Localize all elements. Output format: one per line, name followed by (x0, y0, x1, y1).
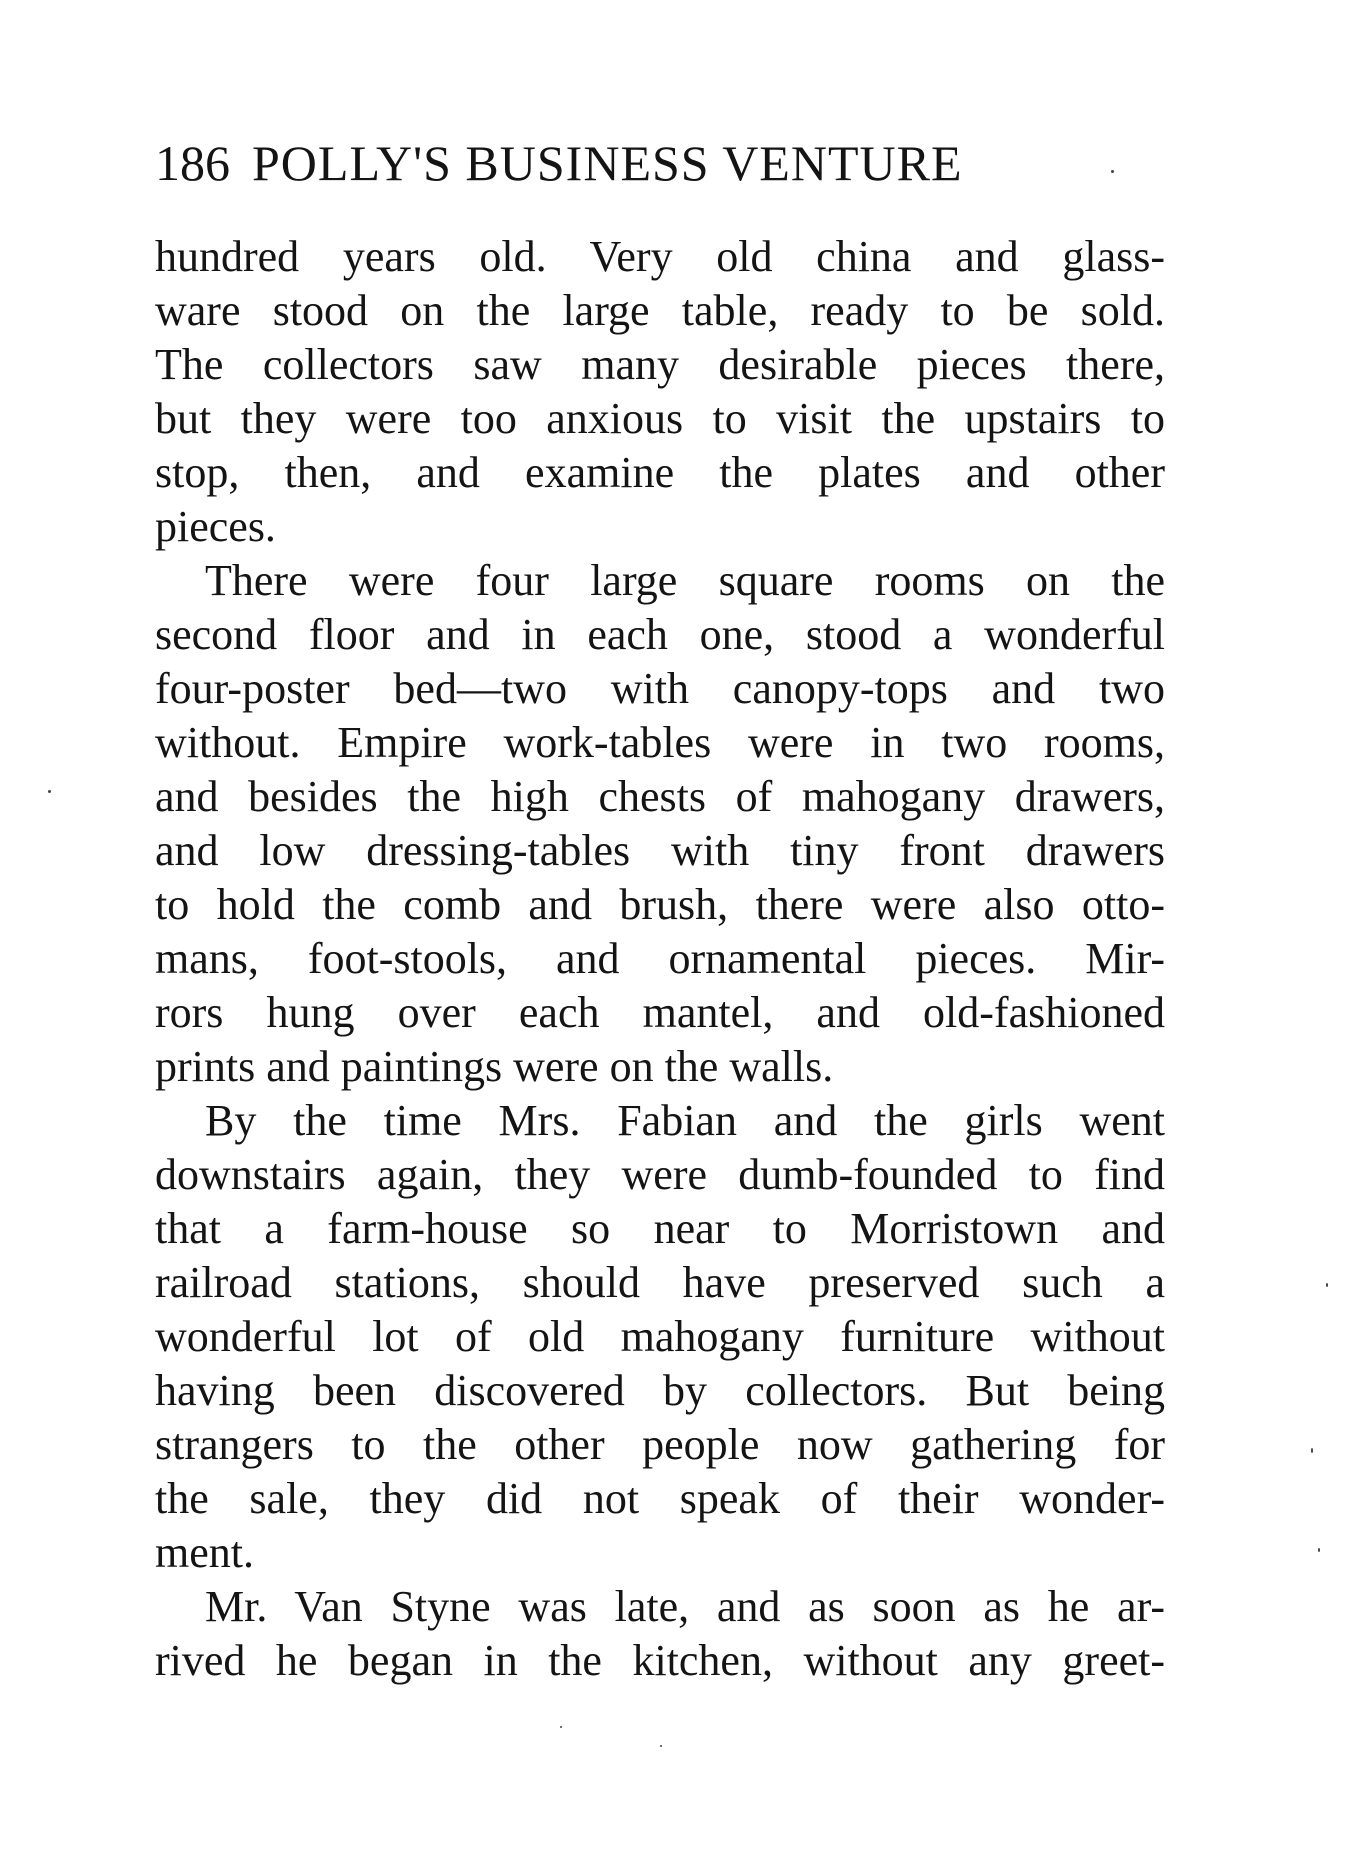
text-line: hundred years old. Very old china and glass- (155, 232, 1165, 281)
text-line: that a farm-house so near to Morristown and (155, 1204, 1165, 1253)
text-line: pieces. (155, 502, 276, 551)
scan-speck (1318, 1548, 1320, 1552)
text-line: and low dressing-tables with tiny front drawers (155, 826, 1165, 875)
body-text (155, 230, 1165, 1688)
text-line: prints and paintings were on the walls. (155, 1042, 834, 1091)
text-line: By the time Mrs. Fabian and the girls went (205, 1096, 1165, 1145)
text-line: There were four large square rooms on the (205, 556, 1165, 605)
text-line: railroad stations, should have preserved such a (155, 1258, 1165, 1307)
scan-speck (1311, 1448, 1313, 1453)
text-line: wonderful lot of old mahogany furniture without (155, 1312, 1165, 1361)
scan-speck (560, 1726, 562, 1728)
text-line: second floor and in each one, stood a wonderful (155, 610, 1165, 659)
text-line: ware stood on the large table, ready to be sold. (155, 286, 1165, 335)
running-title: POLLY'S BUSINESS VENTURE (252, 135, 963, 191)
scan-speck (48, 790, 51, 793)
text-line: rived he began in the kitchen, without any greet- (155, 1636, 1165, 1685)
text-line: the sale, they did not speak of their wonder- (155, 1474, 1165, 1523)
text-line: ment. (155, 1528, 254, 1577)
page-header (155, 128, 1165, 198)
text-line: mans, foot-stools, and ornamental pieces. Mir- (155, 934, 1165, 983)
text-line: strangers to the other people now gathering for (155, 1420, 1165, 1469)
text-line: Mr. Van Styne was late, and as soon as he ar- (205, 1582, 1165, 1631)
text-line: stop, then, and examine the plates and other (155, 448, 1165, 497)
scan-speck (1326, 1283, 1328, 1287)
text-line: but they were too anxious to visit the upstairs to (155, 394, 1165, 443)
scan-speck (660, 1745, 662, 1747)
text-line: having been discovered by collectors. But being (155, 1366, 1165, 1415)
text-line: without. Empire work-tables were in two rooms, (155, 718, 1165, 767)
page-number: 186 (155, 135, 230, 191)
text-line: four-poster bed—two with canopy-tops and two (155, 664, 1165, 713)
text-line: rors hung over each mantel, and old-fashioned (155, 988, 1165, 1037)
text-line: downstairs again, they were dumb-founded to find (155, 1150, 1165, 1199)
scan-speck (1111, 170, 1114, 173)
text-line: and besides the high chests of mahogany drawers, (155, 772, 1165, 821)
text-line: to hold the comb and brush, there were also otto- (155, 880, 1165, 929)
text-line: The collectors saw many desirable pieces there, (155, 340, 1165, 389)
